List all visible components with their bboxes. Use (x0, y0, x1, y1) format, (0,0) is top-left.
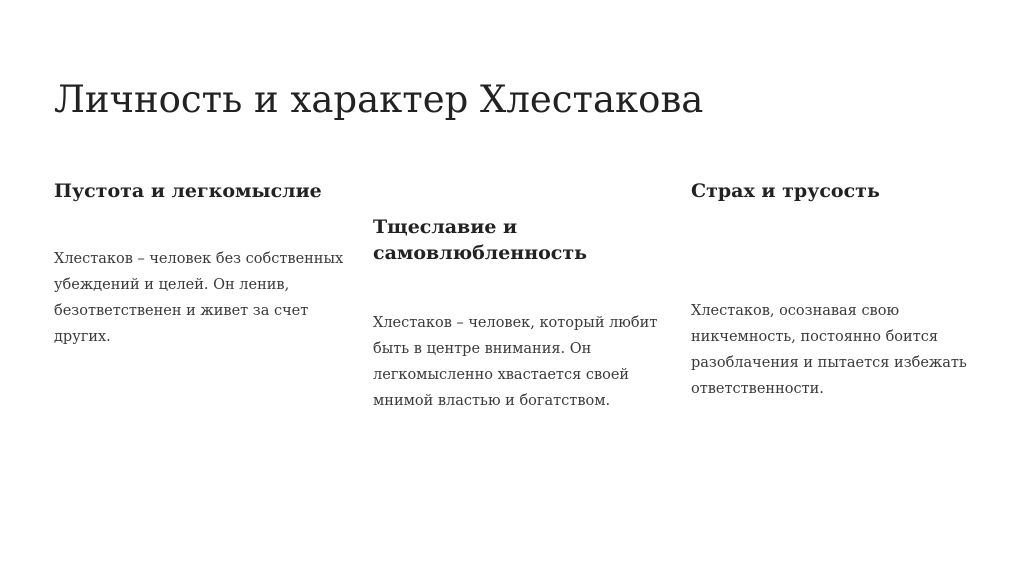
column-heading: Пустота и легкомыслие (54, 180, 322, 202)
slide-title: Личность и характер Хлестакова (54, 78, 704, 121)
column-vanity (373, 214, 663, 414)
column-heading: Тщеславие и самовлюбленность (373, 216, 588, 264)
column-fear (691, 178, 991, 402)
column-heading: Страх и трусость (691, 180, 880, 202)
column-body: Хлестаков – человек без собственных убеждений и целей. Он ленив, безответственен и живет за счет других. (54, 251, 344, 345)
column-body: Хлестаков – человек, который любит быть в центре внимания. Он легкомысленно хвастается своей мнимой властью и богатством. (373, 315, 658, 409)
column-emptiness (54, 178, 354, 350)
column-body: Хлестаков, осознавая свою никчемность, постоянно боится разоблачения и пытается избежать ответственности. (691, 303, 967, 397)
